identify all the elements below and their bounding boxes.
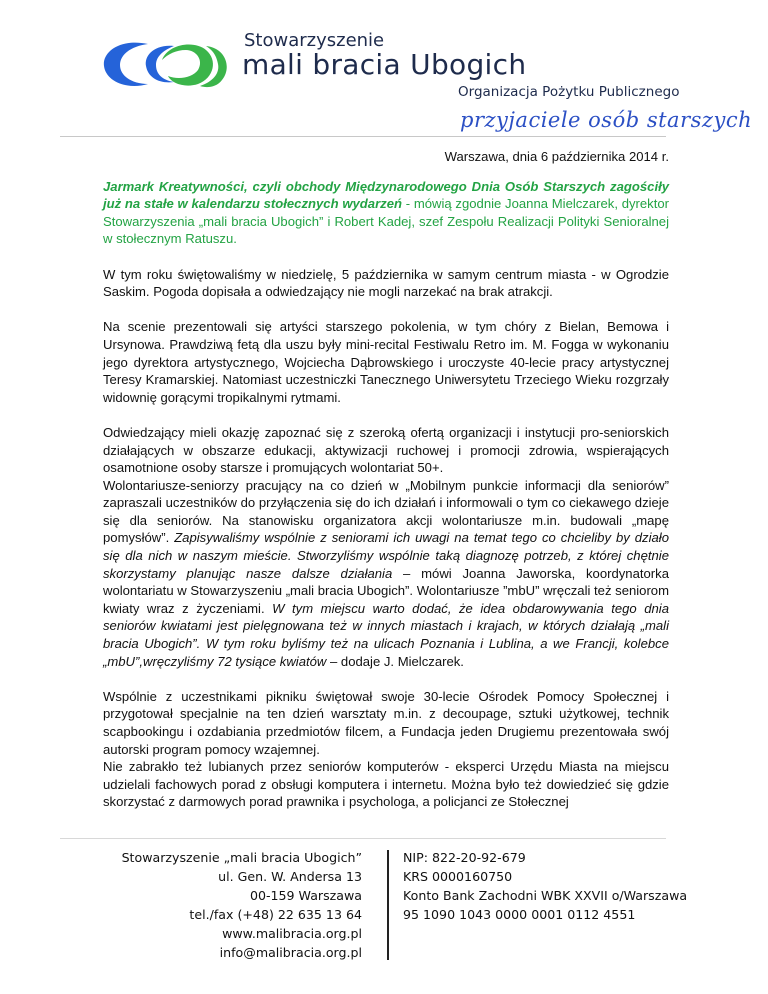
paragraph-2: Na scenie prezentowali się artyści starszego pokolenia, w tym chóry z Bielan, Bemowa i Ursynowa. Prawdziwą fetą dla uszu były mini-recital Festiwalu Retro im. M. Fogga w wykonaniu jego dyrektora artystycznego, Wojciecha Dąbrowskiego i uroczyste 40-lecie pracy artystycznej Teresy Kramarskiej. Natomiast uczestniczki Tanecznego Uniwersytetu Trzeciego Wieku rozgrzały widownię gorącymi tropikalnymi rytmami. [103, 319, 669, 405]
letterhead [0, 0, 768, 170]
paragraph-6: Nie zabrakło też lubianych przez seniorów komputerów - eksperci Urzędu Miasta na miejscu udzielali fachowych porad z obsługi komputera i internetu. Można było też dowiedzieć się gdzie skorzystać z darmowych porad prawnika i psychologa, a policjanci ze Stołecznej [103, 759, 669, 810]
org-name-line2: mali bracia Ubogich [242, 48, 527, 81]
org-status: Organizacja Pożytku Publicznego [458, 84, 680, 100]
paragraph-3: Odwiedzający mieli okazję zapoznać się z szeroką ofertą organizacji i instytucji pro-seniorskich działających w obszarze edukacji, aktywizacji ruchowej i promocji zdrowia, wspierających osamotnione osoby starsze i promujących wolontariat 50+. [103, 424, 669, 476]
footer-divider [387, 850, 389, 960]
paragraph-4-part-c: – mówi Joanna Jaworska, koordynatorka wolontariatu w Stowarzyszeniu „mali bracia Ubogich”. Wolontariusze ”mbU” wręczali też seniorom kwiaty wraz z życzeniami. [103, 565, 669, 616]
paragraph-4-part-e: – dodaje J. Mielczarek. [326, 653, 464, 669]
footer-address [122, 848, 362, 962]
footer-website: www.malibracia.org.pl [222, 926, 362, 941]
footer-postal-city: 00-159 Warszawa [249, 888, 362, 903]
footer-org-name: Stowarzyszenie „mali bracia Ubogich” [121, 850, 362, 865]
lead-paragraph [103, 178, 669, 248]
footer-street: ul. Gen. W. Andersa 13 [218, 869, 362, 884]
tagline: przyjaciele osób starszych [460, 108, 753, 132]
header-divider [60, 136, 666, 137]
paragraph-4-part-a: Wolontariusze-seniorzy pracujący na co dzień w „Mobilnym punkcie informacji dla seniorów” zapraszali uczestników do przyłączenia się do ich działań i informowali o tym co ciekawego dzieje się dla seniorów. Na stanowisku organizatora akcji wolontariusze m.in. budowali „mapę pomysłów”. [103, 477, 669, 546]
footer-rule [60, 838, 666, 839]
footer-nip: NIP: 822-20-92-679 [403, 850, 526, 865]
footer-registration [403, 848, 687, 924]
letter-body [103, 148, 669, 811]
footer-account-number: 95 1090 1043 0000 0001 0112 4551 [403, 907, 636, 922]
lead-attribution: - mówią zgodnie Joanna Mielczarek, dyrektor Stowarzyszenia „mali bracia Ubogich” i Robert Kadej, szef Zespołu Realizacji Polityki Senioralnej w stołecznym Ratuszu. [103, 196, 670, 247]
footer-email: info@malibracia.org.pl [219, 945, 362, 960]
paragraph-5: Wspólnie z uczestnikami pikniku świętował swoje 30-lecie Ośrodek Pomocy Społecznej i przygotował specjalnie na ten dzień warsztaty m.in. z decoupage, sztuki użytkowej, technik scapbookingu i ozdabiania przedmiotów filcem, a Fundacja jeden Drugiemu prezentowała swój autorski program pomocy wzajemnej. [103, 688, 669, 757]
paragraph-4-quote-1: Zapisywaliśmy wspólnie z seniorami ich uwagi na temat tego co chcieliby by działo się dla nich w naszym mieście. Stworzyliśmy wspólnie taką diagnozę potrzeb, z której chętnie skorzystamy planując nasze dalsze działania [103, 530, 669, 581]
footer-phone: tel./fax (+48) 22 635 13 64 [189, 907, 362, 922]
lead-headline: Jarmark Kreatywności, czyli obchody Międzynarodowego Dnia Osób Starszych zagościły już na stałe w kalendarzu stołecznych wydarzeń [103, 178, 669, 212]
paragraph-4 [103, 477, 669, 671]
org-name-line1: Stowarzyszenie [244, 30, 385, 51]
footer-bank: Konto Bank Zachodni WBK XXVII o/Warszawa [403, 888, 688, 903]
paragraph-1: W tym roku świętowaliśmy w niedzielę, 5 października w samym centrum miasta - w Ogrodzie Saskim. Pogoda dopisała a odwiedzający nie mogli narzekać na brak atrakcji. [103, 266, 669, 300]
organization-logo-icon [102, 38, 230, 90]
footer-krs: KRS 0000160750 [403, 869, 513, 884]
paragraph-4-quote-2: W tym miejscu warto dodać, że idea obdarowywania tego dnia seniorów kwiatami jest pielęgnowana też w innych miastach i krajach, w których działają „mali bracia Ubogich”. W tym roku byliśmy też na ulicach Poznania i Lublina, a we Francji, kolebce „mbU”,wręczyliśmy 72 tysiące kwiatów [103, 600, 669, 669]
letter-date: Warszawa, dnia 6 października 2014 r. [444, 149, 669, 164]
